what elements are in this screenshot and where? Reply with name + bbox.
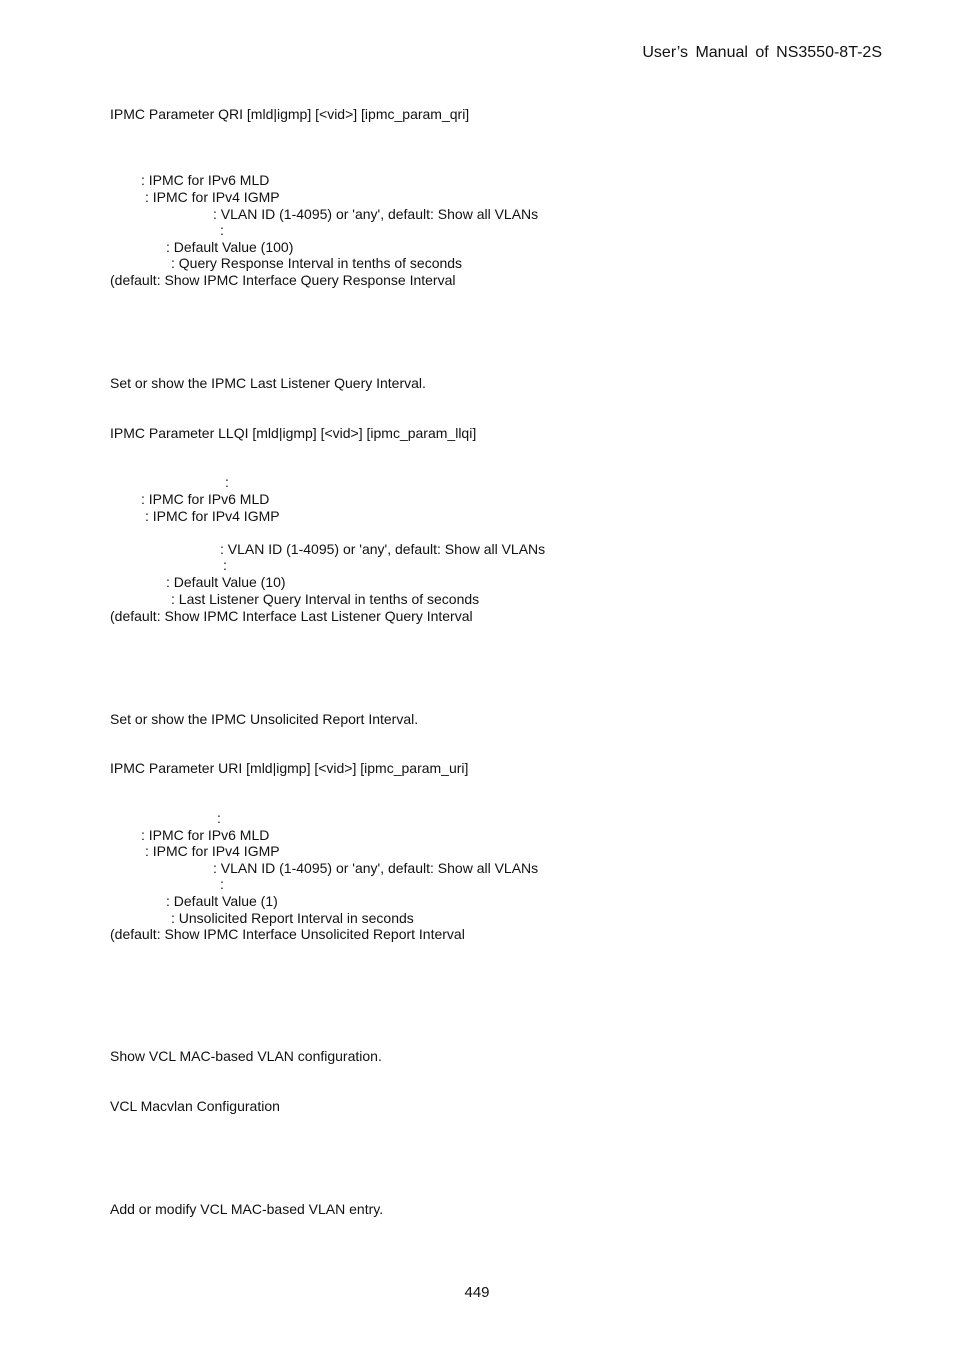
llqi-description: Set or show the IPMC Last Listener Query Interval. <box>110 375 426 391</box>
vcl-config-description: Show VCL MAC-based VLAN configuration. <box>110 1048 382 1064</box>
qri-interval-desc: : Query Response Interval in tenths of seconds <box>171 255 463 271</box>
uri-interval-desc: : Unsolicited Report Interval in seconds <box>171 910 414 926</box>
llqi-param-colon: : <box>223 557 227 573</box>
vcl-add-description: Add or modify VCL MAC-based VLAN entry. <box>110 1201 384 1217</box>
qri-vid-option: : VLAN ID (1-4095) or 'any', default: Show all VLANs <box>213 206 539 222</box>
qri-default-show: (default: Show IPMC Interface Query Response Interval <box>110 272 456 288</box>
uri-proto-colon: : <box>217 810 221 826</box>
llqi-igmp-option: : IPMC for IPv4 IGMP <box>145 508 280 524</box>
uri-vid-option: : VLAN ID (1-4095) or 'any', default: Show all VLANs <box>213 860 539 876</box>
llqi-interval-desc: : Last Listener Query Interval in tenths of seconds <box>171 591 480 607</box>
page-number: 449 <box>464 1284 490 1301</box>
uri-default-show: (default: Show IPMC Interface Unsolicited Report Interval <box>110 926 465 942</box>
uri-syntax: IPMC Parameter URI [mld|igmp] [<vid>] [ipmc_param_uri] <box>110 760 469 776</box>
llqi-default-value: : Default Value (10) <box>166 574 286 590</box>
qri-syntax: IPMC Parameter QRI [mld|igmp] [<vid>] [ipmc_param_qri] <box>110 106 470 122</box>
qri-default-value: : Default Value (100) <box>166 239 294 255</box>
qri-param-colon: : <box>220 222 224 238</box>
vcl-config-syntax: VCL Macvlan Configuration <box>110 1098 280 1114</box>
llqi-mld-option: : IPMC for IPv6 MLD <box>141 491 270 507</box>
uri-mld-option: : IPMC for IPv6 MLD <box>141 827 270 843</box>
qri-igmp-option: : IPMC for IPv4 IGMP <box>145 189 280 205</box>
qri-mld-option: : IPMC for IPv6 MLD <box>141 172 270 188</box>
manual-header: User’s Manual of NS3550-8T-2S <box>642 44 882 61</box>
uri-igmp-option: : IPMC for IPv4 IGMP <box>145 843 280 859</box>
uri-param-colon: : <box>220 876 224 892</box>
llqi-proto-colon: : <box>225 474 229 490</box>
llqi-default-show: (default: Show IPMC Interface Last Listener Query Interval <box>110 608 473 624</box>
uri-description: Set or show the IPMC Unsolicited Report Interval. <box>110 711 419 727</box>
llqi-vid-option: : VLAN ID (1-4095) or 'any', default: Show all VLANs <box>220 541 546 557</box>
uri-default-value: : Default Value (1) <box>166 893 278 909</box>
llqi-syntax: IPMC Parameter LLQI [mld|igmp] [<vid>] [ipmc_param_llqi] <box>110 425 477 441</box>
